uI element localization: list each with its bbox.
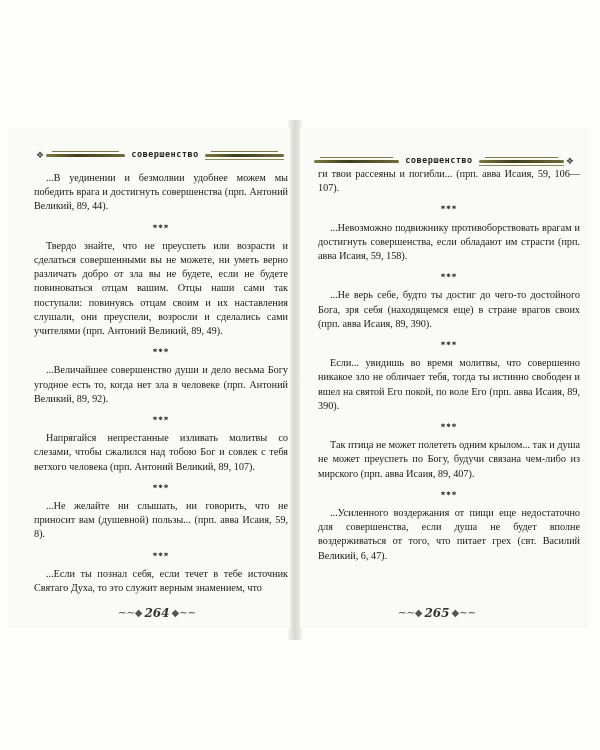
page-number-value: 264 [144, 606, 170, 620]
quote-paragraph: ...Если ты познал себя, если течет в тебе источник Святаго Духа, то это служит верным знамением, что [34, 568, 288, 595]
folio-ornament-icon: ∼∼◆ [118, 607, 143, 619]
quote-paragraph: ...Невозможно подвижнику противоборствовать врагам и достигнуть совершенства, если обладают им страсти (прп. авва Исаия, 59, 158). [318, 222, 580, 263]
page-number-value: 265 [424, 606, 450, 620]
page-number [396, 606, 478, 620]
header-rule [314, 160, 399, 163]
section-separator: *** [440, 340, 458, 351]
section-separator: *** [152, 482, 170, 493]
folio-ornament-icon: ∼∼◆ [398, 607, 423, 619]
ornament-icon: ❖ [565, 155, 574, 166]
right-page [300, 128, 590, 628]
running-header-title: совершенство [405, 156, 473, 166]
quote-paragraph: Если... увидишь во время молитвы, что совершенно никакое зло не обличает тебя, тогда ты истинно свободен и вшел на святой Его покой, по воле Его (прп. авва Исаия, 89, 390). [318, 358, 580, 412]
quote-paragraph: ги твои рассеяны и погибли... (прп. авва Исаия, 59, 106—107). [318, 169, 580, 195]
section-separator: *** [152, 550, 170, 561]
ornament-icon: ❖ [36, 149, 45, 160]
quote-paragraph: ...Величайшее совершенство души и дело весьма Богу угодное есть то, когда нет зла в человеке (прп. Антоний Великий, 89, 92). [34, 365, 288, 405]
quote-paragraph: ...Не верь себе, будто ты достиг до чего-то достойного Бога, зря себя (находящемся еще) в стране врагов своих (прп. авва Исаия, 89, 390). [318, 290, 580, 330]
section-separator: *** [152, 347, 170, 358]
quote-paragraph: ...В уединении и безмолвии удобнее можем мы победить врага и достигнуть совершенства (прп. Антоний Великий, 89, 44). [34, 173, 288, 213]
section-separator: *** [440, 489, 458, 500]
section-separator: *** [152, 415, 170, 426]
left-page [8, 128, 290, 628]
section-separator: *** [440, 204, 458, 215]
quote-paragraph: ...Не желайте ни слышать, ни говорить, что не приносит вам (душевной) пользы... (прп. авва Исаия, 59, 8). [34, 501, 288, 541]
quote-paragraph: Твердо знайте, что не преуспеть или возрасти и сделаться совершенными вы не можете, ни уметь верно различать добро от зла вы не будете, если не будете повиноваться отцам вашим. Отцы наши сами так поступали: повинуясь отцам своим и их наставления слушали, они преуспели, возросли и сделались сами учителями (прп. Антоний Великий, 89, 49). [34, 240, 288, 338]
folio-ornament-icon: ◆∼∼ [451, 607, 476, 619]
quote-paragraph: Напрягайся непрестанные изливать молитвы со слезами, чтобы сжалился над тобою Бог и совлек с тебя ветхого человека (прп. Антоний Великий, 89, 107). [34, 433, 288, 473]
running-header [314, 154, 576, 168]
page-text [34, 172, 288, 596]
running-header [34, 148, 284, 162]
header-rule [205, 154, 284, 157]
section-separator: *** [152, 222, 170, 233]
folio-ornament-icon: ◆∼∼ [171, 607, 196, 619]
header-rule [46, 154, 125, 157]
running-header-title: совершенство [131, 150, 199, 160]
page-number [116, 606, 198, 620]
section-separator: *** [440, 422, 458, 433]
header-rule [479, 160, 564, 163]
quote-paragraph: ...Усиленного воздержания от пищи еще недостаточно для совершенства, если душа не будет вполне воздерживаться от того, что питает грех (свт. Василий Великий, 6, 47). [318, 508, 580, 562]
section-separator: *** [440, 272, 458, 283]
page-text [318, 168, 580, 564]
quote-paragraph: Так птица не может полететь одним крылом... так и душа не может преуспеть по Богу, будучи связана чем-либо из мирского (прп. авва Исаия, 89, 407). [318, 440, 580, 480]
